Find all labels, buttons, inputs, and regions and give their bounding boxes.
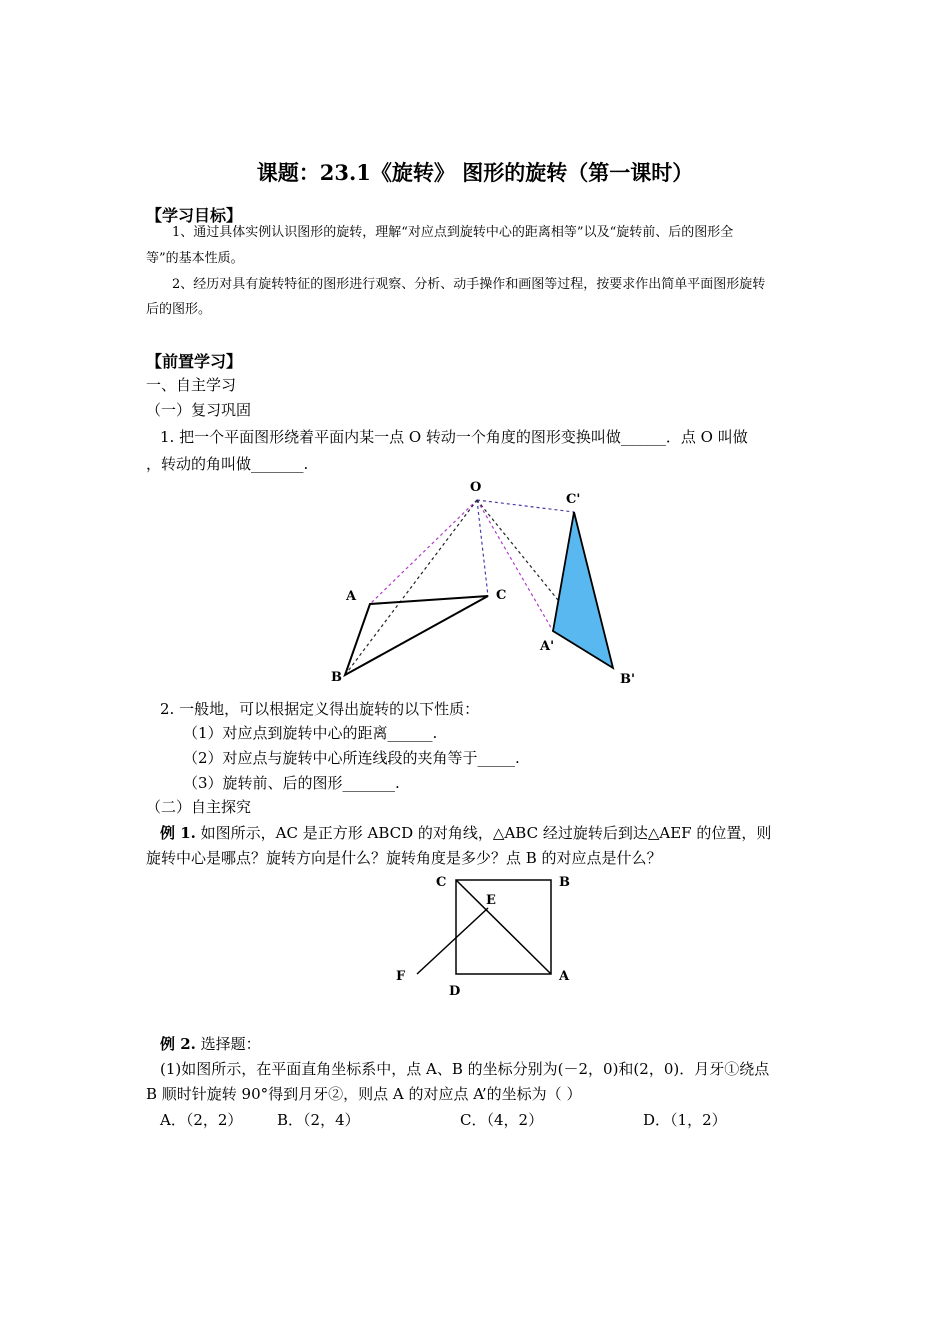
label-c: C	[496, 588, 507, 603]
diagonal-ac	[456, 880, 551, 974]
sub-2-heading: （二）自主探究	[146, 798, 252, 816]
label-b: B	[331, 670, 342, 685]
label-o: O	[470, 480, 482, 495]
question-1-line-2: ，转动的角叫做_______.	[146, 455, 309, 473]
example-2-heading-text: 选择题：	[200, 1035, 261, 1053]
label-a: A	[346, 589, 357, 604]
pre-heading: 【前置学习】	[146, 352, 243, 371]
option-b: B．（2，4）	[277, 1111, 360, 1129]
goal-1-line-2: 等”的基本性质。	[146, 251, 244, 266]
example-1-label: 例 1.	[160, 824, 196, 842]
example-2-question-line-2: B 顺时针旋转 90°得到月牙②，则点 A 的对应点 A’的坐标为（ ）	[146, 1085, 582, 1103]
example-2-heading	[160, 1033, 261, 1054]
label-b1: B'	[620, 672, 635, 687]
property-1: （1）对应点到旋转中心的距离______.	[183, 724, 438, 742]
goal-2-line-2: 后的图形。	[146, 302, 212, 317]
label-c1: C'	[566, 492, 581, 507]
question-1-line-1: 1. 把一个平面图形绕着平面内某一点 O 转动一个角度的图形变换叫做______．点 O 叫做	[160, 428, 748, 446]
example-1-text: 如图所示，AC 是正方形 ABCD 的对角线，△ABC 经过旋转后到达△AEF 的位置，则	[200, 824, 772, 842]
property-3: （3）旋转前、后的图形_______.	[183, 774, 400, 792]
option-a: A．（2，2）	[160, 1111, 243, 1129]
label-a1: A'	[540, 639, 555, 654]
segment-fe	[417, 908, 488, 974]
option-d: D．（1，2）	[643, 1111, 727, 1129]
page-title: 课题：23.1《旋转》 图形的旋转（第一课时）	[256, 160, 694, 185]
goal-2-line-1: 2、经历对具有旋转特征的图形进行观察、分析、动手操作和画图等过程，按要求作出简单平面图形旋转	[172, 277, 766, 292]
goals-heading: 【学习目标】	[146, 206, 243, 225]
label-sq-e: E	[486, 893, 496, 908]
property-2: （2）对应点与旋转中心所连线段的夹角等于_____.	[183, 749, 520, 767]
example-1-line-2: 旋转中心是哪点？旋转方向是什么？旋转角度是多少？点 B 的对应点是什么？	[146, 849, 662, 867]
sub-1-heading: （一）复习巩固	[146, 401, 252, 419]
example-2-label: 例 2.	[160, 1035, 196, 1053]
goal-1-line-1: 1、通过具体实例认识图形的旋转，理解“对应点到旋转中心的距离相等”以及“旋转前、后的图形全	[172, 225, 734, 240]
question-2-intro: 2. 一般地，可以根据定义得出旋转的以下性质：	[160, 700, 480, 718]
example-2-question-line-1: (1)如图所示，在平面直角坐标系中，点 A、B 的坐标分别为(－2，0)和(2，0)．月牙①绕点	[160, 1060, 770, 1078]
part-1-heading: 一、自主学习	[146, 376, 237, 394]
option-c: C．（4，2）	[460, 1111, 544, 1129]
label-sq-a: A	[559, 969, 570, 984]
label-sq-f: F	[396, 969, 406, 984]
label-sq-d: D	[449, 984, 461, 999]
label-sq-b: B	[559, 875, 570, 890]
label-sq-c: C	[436, 875, 447, 890]
